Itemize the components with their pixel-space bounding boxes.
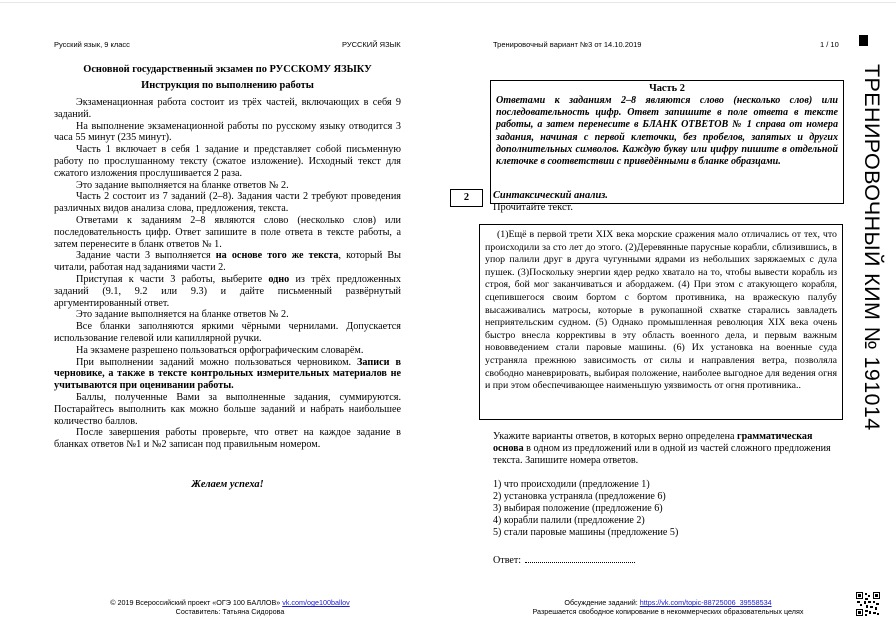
text-run: из трёх предложенных заданий (9.1, 9.2 или 9.3) и дайте письменный развёрнутый аргументированный ответ. bbox=[54, 273, 401, 309]
bold-text: грамматическая основа bbox=[493, 431, 813, 454]
task-instruction: Прочитайте текст. bbox=[493, 202, 573, 213]
corner-marker bbox=[859, 35, 868, 46]
footer-author: Составитель: Татьяна Сидорова bbox=[175, 606, 285, 616]
vertical-kim-text: ТРЕНИРОВОЧНЫЙ КИМ № 191014 bbox=[860, 64, 884, 431]
task-number-box: 2 bbox=[450, 189, 483, 207]
header-subject: Русский язык, 9 класс bbox=[54, 40, 130, 49]
task-title: Синтаксический анализ. bbox=[493, 190, 608, 201]
text-run: При выполнении заданий можно пользоваться черновиком. bbox=[76, 356, 358, 368]
header-variant: Тренировочный вариант №3 от 14.10.2019 bbox=[493, 40, 642, 49]
text-run: Задание части 3 выполняется bbox=[76, 250, 216, 262]
part-2-text: Ответами к заданиям 2–8 являются слово (несколько слов) или последовательность цифр. Ответ запишите в поле ответа в тексте работы, а затем перенесите в БЛАНК ОТВЕТОВ № 1 справа от номера задания, начиная с первой клеточки, без пробелов, запятых и других дополнительных символов. Каждую букву или цифру пишите в отдельной клеточке в соответствии с приведёнными в бланке образцами. bbox=[496, 95, 838, 168]
answer-line[interactable] bbox=[525, 553, 635, 563]
question bbox=[493, 431, 845, 466]
header-title: РУССКИЙ ЯЗЫК bbox=[342, 40, 401, 49]
bold-text: на основе того же текста bbox=[215, 250, 339, 262]
paragraph bbox=[54, 274, 401, 309]
bold-text: одно bbox=[268, 273, 290, 285]
copyright-text: © 2019 Всероссийский проект «ОГЭ 100 БАЛЛОВ» bbox=[110, 598, 283, 607]
good-luck-text: Желаем успеха! bbox=[191, 478, 264, 490]
instructions-column bbox=[54, 64, 401, 490]
top-edge bbox=[0, 2, 896, 3]
paragraph: Это задание выполняется на бланке ответов № 2. bbox=[76, 179, 289, 191]
paragraph: На экзамене разрешено пользоваться орфографическим словарём. bbox=[76, 344, 364, 356]
answer-option: 3) выбирая положение (предложение 6) bbox=[493, 503, 663, 514]
reading-text: (1)Ещё в первой трети XIX века морские сражения мало отличались от тех, что происходили за сто лет до этого. (2)Деревянные парусные корабли, сблизившись, в упор палили друг в друга чугунными ядрами из небольших заряжаемых с дула пушек. (3)Поскольку энергии ядер редко хватало на то, чтобы вывести корабль из строя, бой мог заканчиваться и абордажем. (4) При этом с атакующего корабля, сцепившегося своим бортом с бортом противника, на вражескую палубу высаживались матросы, которые в рукопашной схватке старались завладеть неприятельским судном. (5) Однако промышленная революция XIX века очень быстро внесла коррективы в эту область военного дела, и первым важным нововведением стали паровые машины. (6) Их установка на военные суда устраняла прежнюю зависимость от силы и направления ветра, позволяла свободно маневрировать, выбирая положение, наиболее выгодное для ведения огня и при этом обеспечивающее наименьшую уязвимость от огня противника.. bbox=[485, 229, 837, 392]
reading-text-box bbox=[479, 224, 843, 420]
answer-label: Ответ: bbox=[493, 555, 522, 566]
paragraph: Ответами к заданиям 2–8 являются слово (несколько слов) или последовательность цифр. Ответ запишите в поле ответа в тексте работы, а затем перенесите в бланк ответов № 1. bbox=[54, 214, 401, 250]
paragraph bbox=[54, 357, 401, 392]
text-run: в одном из предложений или в одной из частей сложного предложения текста. Запишите номера ответов. bbox=[493, 442, 831, 466]
footer-right bbox=[492, 599, 844, 616]
paragraph: Баллы, полученные Вами за выполненные задания, суммируются. Постарайтесь выполнить как можно больше заданий и набрать наибольшее количество баллов. bbox=[54, 391, 401, 427]
answer-option: 1) что происходили (предложение 1) bbox=[493, 479, 650, 490]
answer-field[interactable] bbox=[493, 553, 635, 566]
bold-text: Записи в черновике, а также в тексте контрольных измерительных материалов не учитываются при оценивании работы. bbox=[54, 356, 401, 392]
vk-group-link[interactable]: vk.com/oge100ballov bbox=[282, 598, 350, 607]
paragraph: Часть 1 включает в себя 1 задание и представляет собой письменную работу по прослушанному тексту (сжатое изложение). Исходный текст для сжатого изложения прослушивается 2 раза. bbox=[54, 144, 401, 179]
paragraph: Часть 2 состоит из 7 заданий (2–8). Задания части 2 требуют проведения различных видов анализа слова, предложения, текста. bbox=[54, 191, 401, 215]
discussion-link[interactable]: https://vk.com/topic-88725006_39558534 bbox=[639, 598, 772, 607]
discussion-text: Обсуждение заданий: bbox=[564, 598, 640, 607]
paragraph: На выполнение экзаменационной работы по русскому языку отводится 3 часа 55 минут (235 минут). bbox=[54, 120, 401, 144]
paragraph: Это задание выполняется на бланке ответов № 2. bbox=[76, 309, 289, 321]
footer-license: Разрешается свободное копирование в некоммерческих образовательных целях bbox=[532, 606, 804, 616]
paragraph: После завершения работы проверьте, что ответ на каждое задание в бланках ответов №1 и №2 записан под правильным номером. bbox=[54, 427, 401, 451]
answer-options bbox=[493, 479, 845, 539]
part-2-title: Часть 2 bbox=[649, 83, 685, 94]
qr-code-icon bbox=[856, 592, 880, 616]
answer-option: 2) установка устраняла (предложение 6) bbox=[493, 491, 666, 502]
answer-option: 4) корабли палили (предложение 2) bbox=[493, 515, 645, 526]
exam-title: Основной государственный экзамен по РУССКОМУ ЯЗЫКУ bbox=[83, 64, 372, 75]
paragraph: Все бланки заполняются яркими чёрными чернилами. Допускается использование гелевой или капиллярной ручки. bbox=[54, 321, 401, 344]
part-2-instructions-box bbox=[490, 80, 844, 204]
paragraph: Экзаменационная работа состоит из трёх частей, включающих в себя 9 заданий. bbox=[54, 97, 401, 120]
text-run: , который Вы читали, работая над заданиями части 2. bbox=[54, 250, 402, 274]
question-text bbox=[493, 431, 845, 466]
side-label bbox=[858, 64, 888, 431]
header-page-number: 1 / 10 bbox=[820, 40, 839, 49]
paragraph bbox=[54, 250, 401, 274]
text-run: Укажите варианты ответов, в которых верно определена bbox=[493, 431, 737, 442]
instructions-heading: Инструкция по выполнению работы bbox=[141, 80, 314, 91]
answer-option: 5) стали паровые машины (предложение 5) bbox=[493, 527, 679, 538]
footer-left bbox=[60, 599, 400, 616]
text-run: Приступая к части 3 работы, выберите bbox=[76, 273, 269, 285]
